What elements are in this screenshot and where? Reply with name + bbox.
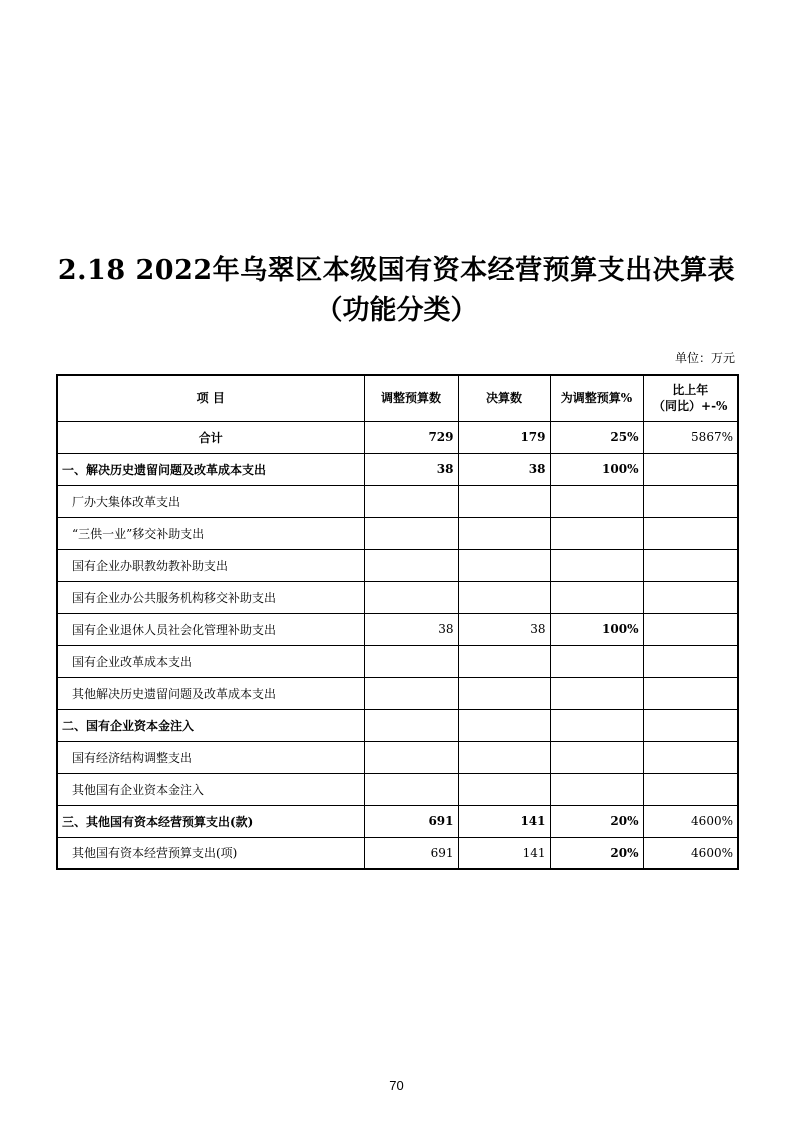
row-final-account	[458, 581, 550, 613]
row-name: 一、解决历史遗留问题及改革成本支出	[57, 453, 364, 485]
row-final-account	[458, 677, 550, 709]
row-name: 国有企业办职教幼教补助支出	[57, 549, 364, 581]
header-item: 项 目	[57, 375, 364, 421]
row-adjusted-budget	[364, 645, 458, 677]
row-adjusted-budget: 38	[364, 453, 458, 485]
header-yoy-line1: 比上年	[672, 383, 709, 398]
row-adjusted-budget	[364, 517, 458, 549]
row-adjusted-budget: 38	[364, 613, 458, 645]
row-name: 国有企业改革成本支出	[57, 645, 364, 677]
table-row	[57, 485, 738, 517]
table-row	[57, 805, 738, 837]
row-pct-of-adjusted	[550, 677, 643, 709]
row-pct-of-adjusted	[550, 773, 643, 805]
row-pct-of-adjusted	[550, 741, 643, 773]
row-name: 国有企业办公共服务机构移交补助支出	[57, 581, 364, 613]
header-yoy	[643, 375, 738, 421]
row-pct-of-adjusted	[550, 517, 643, 549]
row-name: 厂办大集体改革支出	[57, 485, 364, 517]
row-name: 其他国有资本经营预算支出(项)	[57, 837, 364, 869]
row-adjusted-budget	[364, 581, 458, 613]
row-yoy	[643, 773, 738, 805]
row-pct-of-adjusted	[550, 549, 643, 581]
row-pct-of-adjusted: 100%	[550, 453, 643, 485]
row-yoy	[643, 741, 738, 773]
row-yoy	[643, 453, 738, 485]
row-yoy: 4600%	[643, 837, 738, 869]
row-final-account: 179	[458, 421, 550, 453]
row-adjusted-budget: 691	[364, 837, 458, 869]
header-pct-of-adjusted: 为调整预算%	[550, 375, 643, 421]
row-name: 国有企业退休人员社会化管理补助支出	[57, 613, 364, 645]
header-final-account: 决算数	[458, 375, 550, 421]
row-yoy: 4600%	[643, 805, 738, 837]
row-adjusted-budget: 729	[364, 421, 458, 453]
row-yoy	[643, 517, 738, 549]
row-name: 其他国有企业资本金注入	[57, 773, 364, 805]
row-name: 其他解决历史遗留问题及改革成本支出	[57, 677, 364, 709]
row-adjusted-budget	[364, 677, 458, 709]
row-final-account: 141	[458, 805, 550, 837]
row-yoy	[643, 645, 738, 677]
row-pct-of-adjusted	[550, 645, 643, 677]
budget-table	[56, 374, 739, 870]
row-adjusted-budget	[364, 549, 458, 581]
row-name: 二、国有企业资本金注入	[57, 709, 364, 741]
row-name: 合计	[57, 421, 364, 453]
row-yoy	[643, 485, 738, 517]
row-final-account: 38	[458, 613, 550, 645]
row-pct-of-adjusted: 100%	[550, 613, 643, 645]
row-pct-of-adjusted: 20%	[550, 837, 643, 869]
table-row	[57, 773, 738, 805]
row-final-account	[458, 485, 550, 517]
row-name: 国有经济结构调整支出	[57, 741, 364, 773]
page-title: 2.18 2022年乌翠区本级国有资本经营预算支出决算表	[57, 255, 736, 286]
row-yoy	[643, 613, 738, 645]
table-body	[57, 421, 738, 869]
table-row	[57, 453, 738, 485]
row-yoy	[643, 709, 738, 741]
row-final-account: 141	[458, 837, 550, 869]
row-pct-of-adjusted: 20%	[550, 805, 643, 837]
row-yoy	[643, 581, 738, 613]
table-row	[57, 517, 738, 549]
table-row	[57, 421, 738, 453]
row-adjusted-budget: 691	[364, 805, 458, 837]
table-row	[57, 549, 738, 581]
table-row	[57, 837, 738, 869]
row-adjusted-budget	[364, 773, 458, 805]
row-adjusted-budget	[364, 485, 458, 517]
row-final-account	[458, 773, 550, 805]
row-yoy	[643, 677, 738, 709]
table-row	[57, 709, 738, 741]
table-row	[57, 645, 738, 677]
page-subtitle: （功能分类）	[315, 295, 478, 326]
table-row	[57, 613, 738, 645]
row-final-account	[458, 517, 550, 549]
row-name: 三、其他国有资本经营预算支出(款)	[57, 805, 364, 837]
row-final-account	[458, 709, 550, 741]
row-adjusted-budget	[364, 709, 458, 741]
header-adjusted-budget: 调整预算数	[364, 375, 458, 421]
row-name: “三供一业”移交补助支出	[57, 517, 364, 549]
row-pct-of-adjusted	[550, 581, 643, 613]
row-pct-of-adjusted	[550, 485, 643, 517]
row-final-account	[458, 741, 550, 773]
header-yoy-line2: （同比）+-%	[653, 399, 728, 414]
row-yoy	[643, 549, 738, 581]
unit-label: 单位：万元	[674, 351, 735, 365]
table-row	[57, 677, 738, 709]
row-adjusted-budget	[364, 741, 458, 773]
row-yoy: 5867%	[643, 421, 738, 453]
row-final-account	[458, 645, 550, 677]
row-pct-of-adjusted	[550, 709, 643, 741]
row-pct-of-adjusted: 25%	[550, 421, 643, 453]
page-number: 70	[389, 1078, 404, 1093]
table-row	[57, 581, 738, 613]
table-header-row	[57, 375, 738, 421]
row-final-account	[458, 549, 550, 581]
row-final-account: 38	[458, 453, 550, 485]
table-row	[57, 741, 738, 773]
